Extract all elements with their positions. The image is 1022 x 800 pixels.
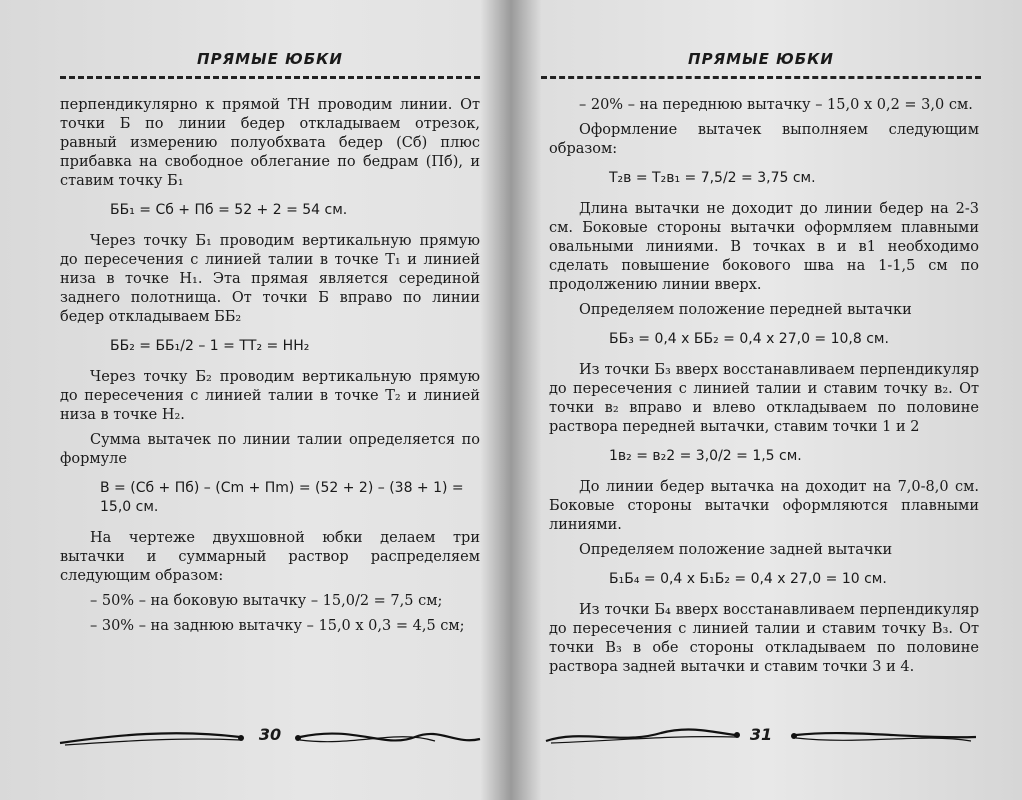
header-dashed-rule: [60, 76, 480, 79]
right-page-header: [541, 50, 981, 86]
formula: ББ₃ = 0,4 x ББ₂ = 0,4 x 27,0 = 10,8 см.: [609, 331, 889, 347]
paragraph: Длина вытачки не доходит до линии бедер на 2-3 см. Боковые стороны вытачки оформляем плавными овальными линиями. В точках в и в1 необходимо сделать повышение бокового шва на 1-1,5 см по продолжению линии вверх.: [549, 201, 979, 293]
right-page-footer: [541, 715, 981, 755]
paragraph: Из точки Б₃ вверх восстанавливаем перпендикуляр до пересечения с линией талии и ставим точку в₂. От точки в₂ вправо и влево откладываем по половине раствора передней вытачки, ставим точки 1 и 2: [549, 362, 979, 435]
formula: ББ₂ = ББ₁/2 – 1 = ТТ₂ = НН₂: [110, 338, 310, 354]
left-page-footer: [55, 715, 485, 755]
formula: В = (Сб + Пб) – (Сm + Пm) = (52 + 2) – (38 + 1) = 15,0 см.: [100, 480, 464, 515]
paragraph: перпендикулярно к прямой ТН проводим линии. От точки Б по линии бедер откладываем отрезок, равный измерению полуобхвата бедер (Сб) плюс прибавка на свободное облегание по бедрам (Пб), и ставим точку Б₁: [60, 97, 480, 189]
paragraph: Сумма вытачек по линии талии определяется по формуле: [60, 432, 480, 467]
paragraph: Определяем положение передней вытачки: [579, 302, 912, 318]
header-dashed-rule: [541, 76, 981, 79]
paragraph: На чертеже двухшовной юбки делаем три вытачки и суммарный раствор распределяем следующим образом:: [60, 530, 480, 584]
list-item: – 20% – на переднюю вытачку – 15,0 x 0,2 = 3,0 см.: [579, 97, 973, 113]
left-page-header: [60, 50, 480, 86]
formula: 1в₂ = в₂2 = 3,0/2 = 1,5 см.: [609, 448, 802, 464]
running-title: ПРЯМЫЕ ЮБКИ: [197, 50, 343, 68]
page-number: 31: [749, 725, 773, 744]
right-page: [511, 0, 1022, 800]
paragraph: До линии бедер вытачка на доходит на 7,0-8,0 см. Боковые стороны вытачки оформляются плавными линиями.: [549, 479, 979, 533]
list-item: – 30% – на заднюю вытачку – 15,0 x 0,3 = 4,5 см;: [90, 618, 465, 634]
page-number: 30: [258, 725, 282, 744]
paragraph: Определяем положение задней вытачки: [579, 542, 893, 558]
paragraph: Оформление вытачек выполняем следующим образом:: [549, 122, 979, 157]
left-page-body: [60, 96, 480, 642]
right-page-body: [549, 96, 979, 683]
formula: Т₂в = Т₂в₁ = 7,5/2 = 3,75 см.: [609, 170, 816, 186]
formula: Б₁Б₄ = 0,4 x Б₁Б₂ = 0,4 x 27,0 = 10 см.: [609, 571, 887, 587]
running-title: ПРЯМЫЕ ЮБКИ: [688, 50, 834, 68]
formula: ББ₁ = Сб + Пб = 52 + 2 = 54 см.: [110, 202, 348, 218]
paragraph: Через точку Б₂ проводим вертикальную прямую до пересечения с линией талии в точке Т₂ и линией низа в точке Н₂.: [60, 369, 480, 423]
paragraph: Через точку Б₁ проводим вертикальную прямую до пересечения с линией талии в точке Т₁ и линией низа в точке Н₁. Эта прямая является серединой заднего полотнища. От точки Б вправо по линии бедер откладываем ББ₂: [60, 233, 480, 325]
paragraph: Из точки Б₄ вверх восстанавливаем перпендикуляр до пересечения с линией талии и ставим точку В₃. От точки В₃ в обе стороны откладываем по половине раствора задней вытачки и ставим точки 3 и 4.: [549, 602, 979, 675]
list-item: – 50% – на боковую вытачку – 15,0/2 = 7,5 см;: [90, 593, 443, 609]
